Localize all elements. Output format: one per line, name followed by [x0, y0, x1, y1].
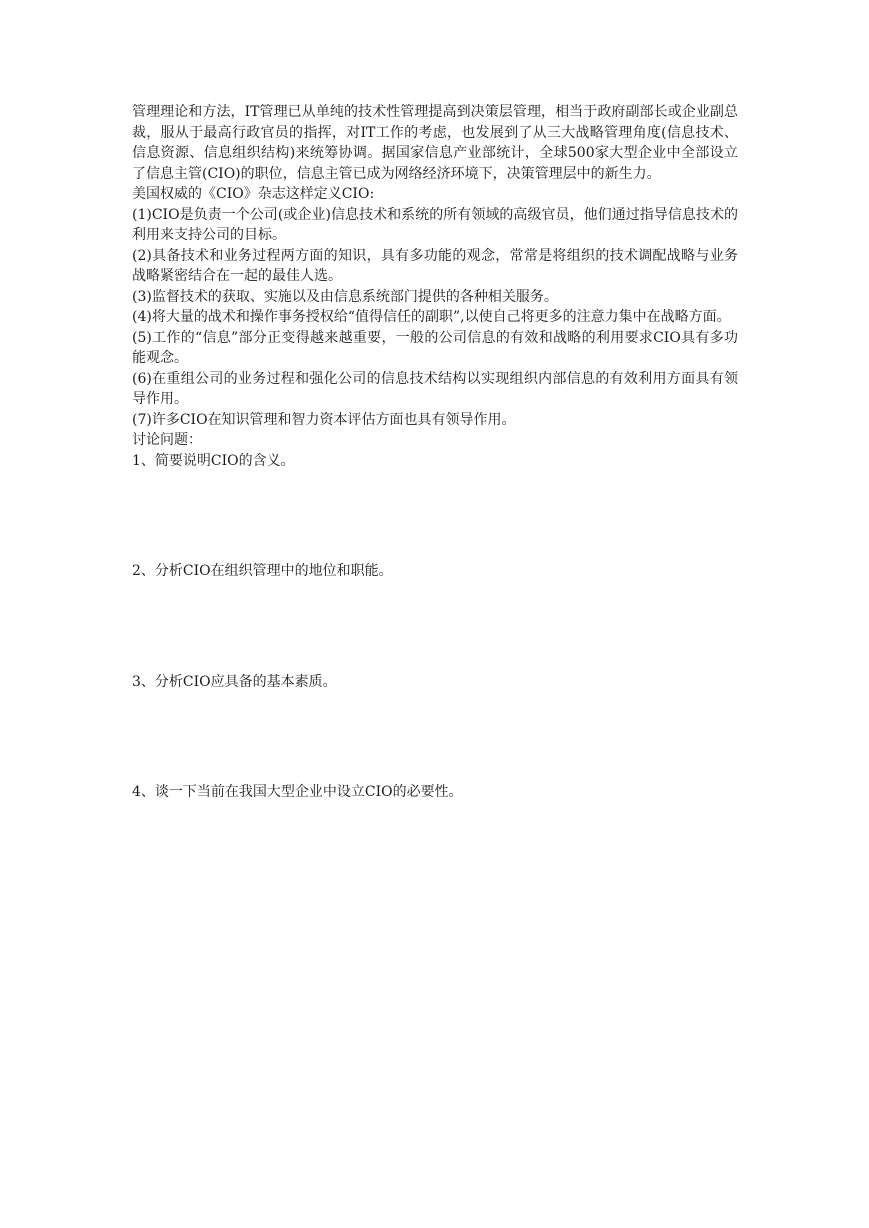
definition-item-3: (3)监督技术的获取、实施以及由信息系统部门提供的各种相关服务。 — [132, 288, 558, 305]
definition-item-7: (7)许多CIO在知识管理和智力资本评估方面也具有领导作用。 — [132, 411, 516, 428]
definition-item-1: (1)CIO是负责一个公司(或企业)信息技术和系统的所有领域的高级官员，他们通过指导信息技术的利用来支持公司的目标。 — [132, 206, 738, 243]
definition-item-2: (2)具备技术和业务过程两方面的知识，具有多功能的观念，常常是将组织的技术调配战略与业务战略紧密结合在一起的最佳人选。 — [132, 247, 738, 284]
document-body — [132, 102, 738, 803]
answer-space-1 — [132, 471, 738, 561]
question-4: 4、谈一下当前在我国大型企业中设立CIO的必要性。 — [132, 784, 463, 800]
definition-heading: 美国权威的《CIO》杂志这样定义CIO: — [132, 186, 375, 202]
answer-space-3 — [132, 692, 738, 782]
question-1: 1、简要说明CIO的含义。 — [132, 452, 295, 469]
discussion-heading: 讨论问题： — [132, 432, 202, 448]
definition-item-4: (4)将大量的战术和操作事务授权给“值得信任的副职”,以使自己将更多的注意力集中在战略方面。 — [132, 309, 731, 325]
intro-paragraph: 管理理论和方法，IT管理已从单纯的技术性管理提高到决策层管理，相当于政府副部长或企业副总裁，服从于最高行政官员的指挥，对IT工作的考虑，也发展到了从三大战略管理角度(信息技术、信息资源、信息组织结构)来统筹协调。据国家信息产业部统计，全球500家大型企业中全部设立了信息主管(CIO)的职位，信息主管已成为网络经济环境下，决策管理层中的新生力。 — [132, 104, 738, 182]
definition-item-6: (6)在重组公司的业务过程和强化公司的信息技术结构以实现组织内部信息的有效利用方面具有领导作用。 — [132, 370, 738, 407]
question-3: 3、分析CIO应具备的基本素质。 — [132, 673, 337, 690]
definition-item-5: (5)工作的“信息”部分正变得越来越重要，一般的公司信息的有效和战略的利用要求CIO具有多功能观念。 — [132, 329, 738, 366]
question-2: 2、分析CIO在组织管理中的地位和职能。 — [132, 563, 393, 579]
answer-space-2 — [132, 582, 738, 672]
